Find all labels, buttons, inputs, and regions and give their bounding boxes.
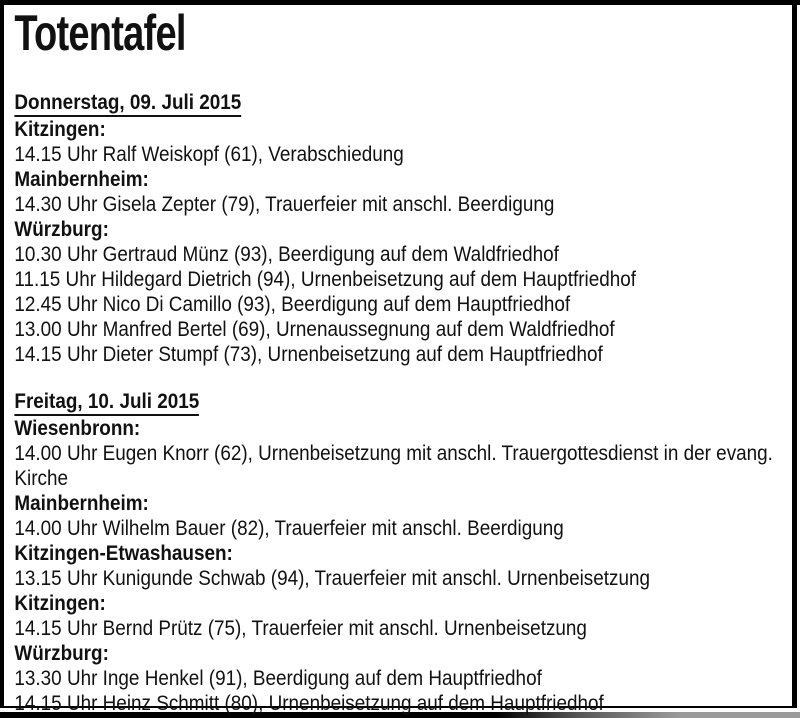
- entry-line: 13.30 Uhr Inge Henkel (91), Beerdigung auf dem Hauptfriedhof: [14, 667, 542, 690]
- page-title: Totentafel: [14, 5, 186, 61]
- city-heading: Würzburg:: [14, 218, 109, 241]
- date-heading: Donnerstag, 09. Juli 2015: [14, 90, 241, 117]
- city-heading: Mainbernheim:: [14, 168, 149, 191]
- entry-line: 14.15 Uhr Dieter Stumpf (73), Urnenbeisetzung auf dem Hauptfriedhof: [14, 343, 603, 366]
- city-heading: Kitzingen:: [14, 592, 106, 615]
- entry-line: 14.15 Uhr Ralf Weiskopf (61), Verabschiedung: [14, 143, 404, 166]
- date-section: [14, 90, 783, 367]
- entry-line: 14.15 Uhr Heinz Schmitt (80), Urnenbeisetzung auf dem Hauptfriedhof: [14, 692, 604, 715]
- city-heading: Kitzingen-Etwashausen:: [14, 542, 233, 565]
- entry-line: 14.00 Uhr Eugen Knorr (62), Urnenbeisetzung mit anschl. Trauergottesdienst in der evang.: [14, 442, 773, 465]
- date-section: [14, 389, 783, 716]
- sections-container: [14, 90, 783, 716]
- entry-line: 13.00 Uhr Manfred Bertel (69), Urnenaussegnung auf dem Waldfriedhof: [14, 318, 615, 341]
- date-heading: Freitag, 10. Juli 2015: [14, 389, 199, 416]
- entry-line: 13.15 Uhr Kunigunde Schwab (94), Trauerfeier mit anschl. Urnenbeisetzung: [14, 567, 651, 590]
- entry-line: 12.45 Uhr Nico Di Camillo (93), Beerdigung auf dem Hauptfriedhof: [14, 293, 571, 316]
- city-heading: Wiesenbronn:: [14, 417, 141, 440]
- entry-line: 14.30 Uhr Gisela Zepter (79), Trauerfeier mit anschl. Beerdigung: [14, 193, 555, 216]
- entry-line: 11.15 Uhr Hildegard Dietrich (94), Urnenbeisetzung auf dem Hauptfriedhof: [14, 268, 636, 291]
- right-border-bar: [792, 0, 797, 708]
- city-heading: Mainbernheim:: [14, 492, 149, 515]
- date-row: [14, 90, 783, 117]
- entry-line: 14.00 Uhr Wilhelm Bauer (82), Trauerfeier mit anschl. Beerdigung: [14, 517, 564, 540]
- city-heading: Würzburg:: [14, 642, 109, 665]
- date-row: [14, 389, 783, 416]
- entry-line: 14.15 Uhr Bernd Prütz (75), Trauerfeier mit anschl. Urnenbeisetzung: [14, 617, 587, 640]
- city-heading: Kitzingen:: [14, 118, 106, 141]
- entry-line: 10.30 Uhr Gertraud Münz (93), Beerdigung auf dem Waldfriedhof: [14, 243, 559, 266]
- entry-line: Kirche: [14, 467, 68, 490]
